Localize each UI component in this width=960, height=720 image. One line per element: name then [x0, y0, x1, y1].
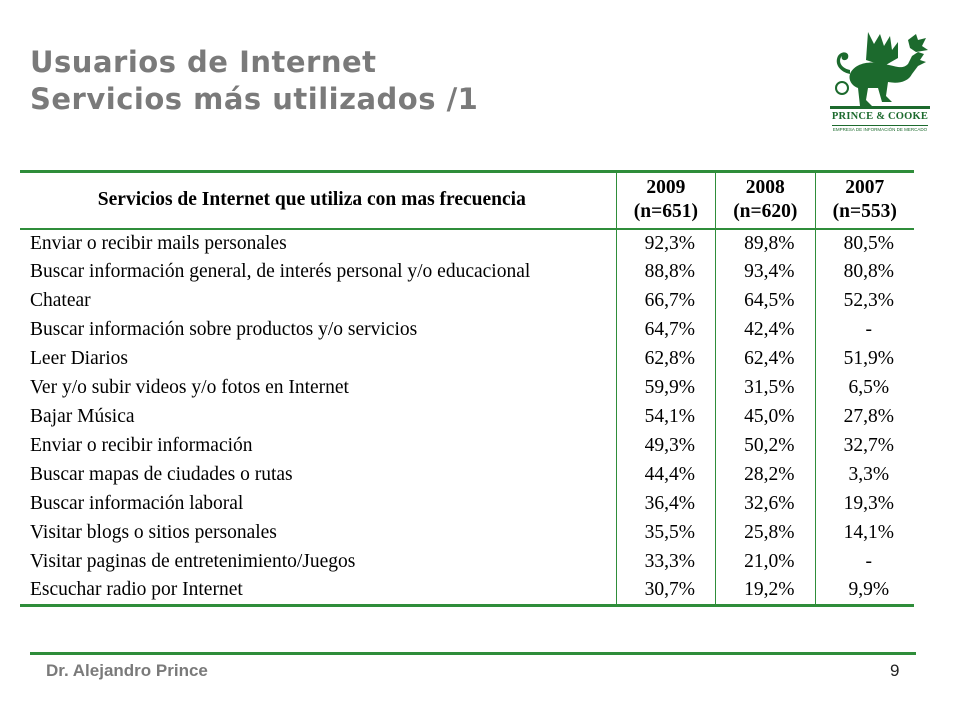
table-row — [20, 287, 914, 316]
value-cell-2009: 30,7% — [616, 577, 715, 606]
author-name: Dr. Alejandro Prince — [46, 661, 208, 680]
table-row — [20, 548, 914, 577]
title-line-1: Usuarios de Internet — [30, 45, 377, 79]
value-cell-2007: 6,5% — [815, 374, 914, 403]
value-cell-2007: 32,7% — [815, 432, 914, 461]
value-cell-2007: 51,9% — [815, 345, 914, 374]
value-cell-2009: 49,3% — [616, 432, 715, 461]
value-cell-2008: 28,2% — [716, 461, 815, 490]
value-cell-2007: 3,3% — [815, 461, 914, 490]
value-cell-2009: 92,3% — [616, 229, 715, 258]
services-table-container — [20, 170, 914, 607]
service-cell: Buscar información sobre productos y/o servicios — [30, 319, 418, 340]
service-cell: Chatear — [30, 290, 91, 311]
service-cell: Ver y/o subir videos y/o fotos en Internet — [30, 377, 349, 398]
service-cell: Bajar Música — [30, 406, 135, 427]
value-cell-2009: 66,7% — [616, 287, 715, 316]
value-cell-2007: 52,3% — [815, 287, 914, 316]
value-cell-2007: 80,8% — [815, 258, 914, 287]
slide-title — [30, 44, 478, 118]
value-cell-2009: 35,5% — [616, 519, 715, 548]
value-cell-2008: 19,2% — [716, 577, 815, 606]
service-cell: Visitar paginas de entretenimiento/Juegos — [30, 551, 356, 572]
table-row — [20, 403, 914, 432]
table-row — [20, 461, 914, 490]
logo-divider — [832, 125, 928, 126]
table-row — [20, 316, 914, 345]
table-body — [20, 229, 914, 606]
value-cell-2009: 54,1% — [616, 403, 715, 432]
value-cell-2007: 80,5% — [815, 229, 914, 258]
value-cell-2008: 32,6% — [716, 490, 815, 519]
table-row — [20, 432, 914, 461]
value-cell-2007: 9,9% — [815, 577, 914, 606]
value-cell-2007: - — [815, 548, 914, 577]
header-sample: (n=651) — [633, 201, 698, 223]
table-row — [20, 345, 914, 374]
value-cell-2008: 50,2% — [716, 432, 815, 461]
value-cell-2008: 25,8% — [716, 519, 815, 548]
header-sample: (n=620) — [733, 201, 798, 223]
service-cell: Escuchar radio por Internet — [30, 579, 243, 601]
header-year: 2009 — [646, 177, 686, 199]
logo-name: PRINCE & COOKE — [831, 111, 929, 122]
header-sample: (n=553) — [832, 201, 897, 223]
value-cell-2009: 44,4% — [616, 461, 715, 490]
service-cell: Enviar o recibir información — [30, 435, 253, 456]
title-line-2: Servicios más utilizados /1 — [30, 82, 479, 116]
service-cell: Enviar o recibir mails personales — [30, 232, 287, 254]
value-cell-2008: 62,4% — [716, 345, 815, 374]
value-cell-2007: 27,8% — [815, 403, 914, 432]
value-cell-2008: 93,4% — [716, 258, 815, 287]
value-cell-2008: 64,5% — [716, 287, 815, 316]
page-number: 9 — [890, 661, 900, 680]
dragon-icon — [828, 30, 932, 110]
table-row — [20, 258, 914, 287]
header-2009 — [616, 172, 715, 229]
company-logo — [828, 30, 932, 138]
value-cell-2009: 88,8% — [616, 258, 715, 287]
table-row — [20, 519, 914, 548]
value-cell-2007: 19,3% — [815, 490, 914, 519]
footer-divider — [30, 652, 916, 655]
value-cell-2009: 64,7% — [616, 316, 715, 345]
header-2008 — [716, 172, 815, 229]
table-row — [20, 374, 914, 403]
service-cell: Buscar información laboral — [30, 493, 244, 514]
services-table — [20, 170, 914, 607]
table-header-row — [20, 172, 914, 229]
value-cell-2009: 59,9% — [616, 374, 715, 403]
value-cell-2008: 42,4% — [716, 316, 815, 345]
logo-subtitle: EMPRESA DE INFORMACIÓN DE MERCADO — [832, 127, 928, 132]
table-row — [20, 229, 914, 258]
header-2007 — [815, 172, 914, 229]
service-cell: Leer Diarios — [30, 348, 128, 369]
table-row — [20, 490, 914, 519]
service-cell: Visitar blogs o sitios personales — [30, 522, 277, 543]
value-cell-2009: 36,4% — [616, 490, 715, 519]
value-cell-2007: - — [815, 316, 914, 345]
table-row — [20, 577, 914, 606]
value-cell-2009: 62,8% — [616, 345, 715, 374]
value-cell-2008: 89,8% — [716, 229, 815, 258]
value-cell-2008: 31,5% — [716, 374, 815, 403]
value-cell-2008: 45,0% — [716, 403, 815, 432]
value-cell-2007: 14,1% — [815, 519, 914, 548]
value-cell-2008: 21,0% — [716, 548, 815, 577]
header-service: Servicios de Internet que utiliza con mas frecuencia — [20, 172, 616, 229]
header-year: 2008 — [745, 177, 785, 199]
header-year: 2007 — [845, 177, 885, 199]
service-cell: Buscar información general, de interés personal y/o educacional — [30, 261, 531, 282]
service-cell: Buscar mapas de ciudades o rutas — [30, 464, 293, 485]
value-cell-2009: 33,3% — [616, 548, 715, 577]
